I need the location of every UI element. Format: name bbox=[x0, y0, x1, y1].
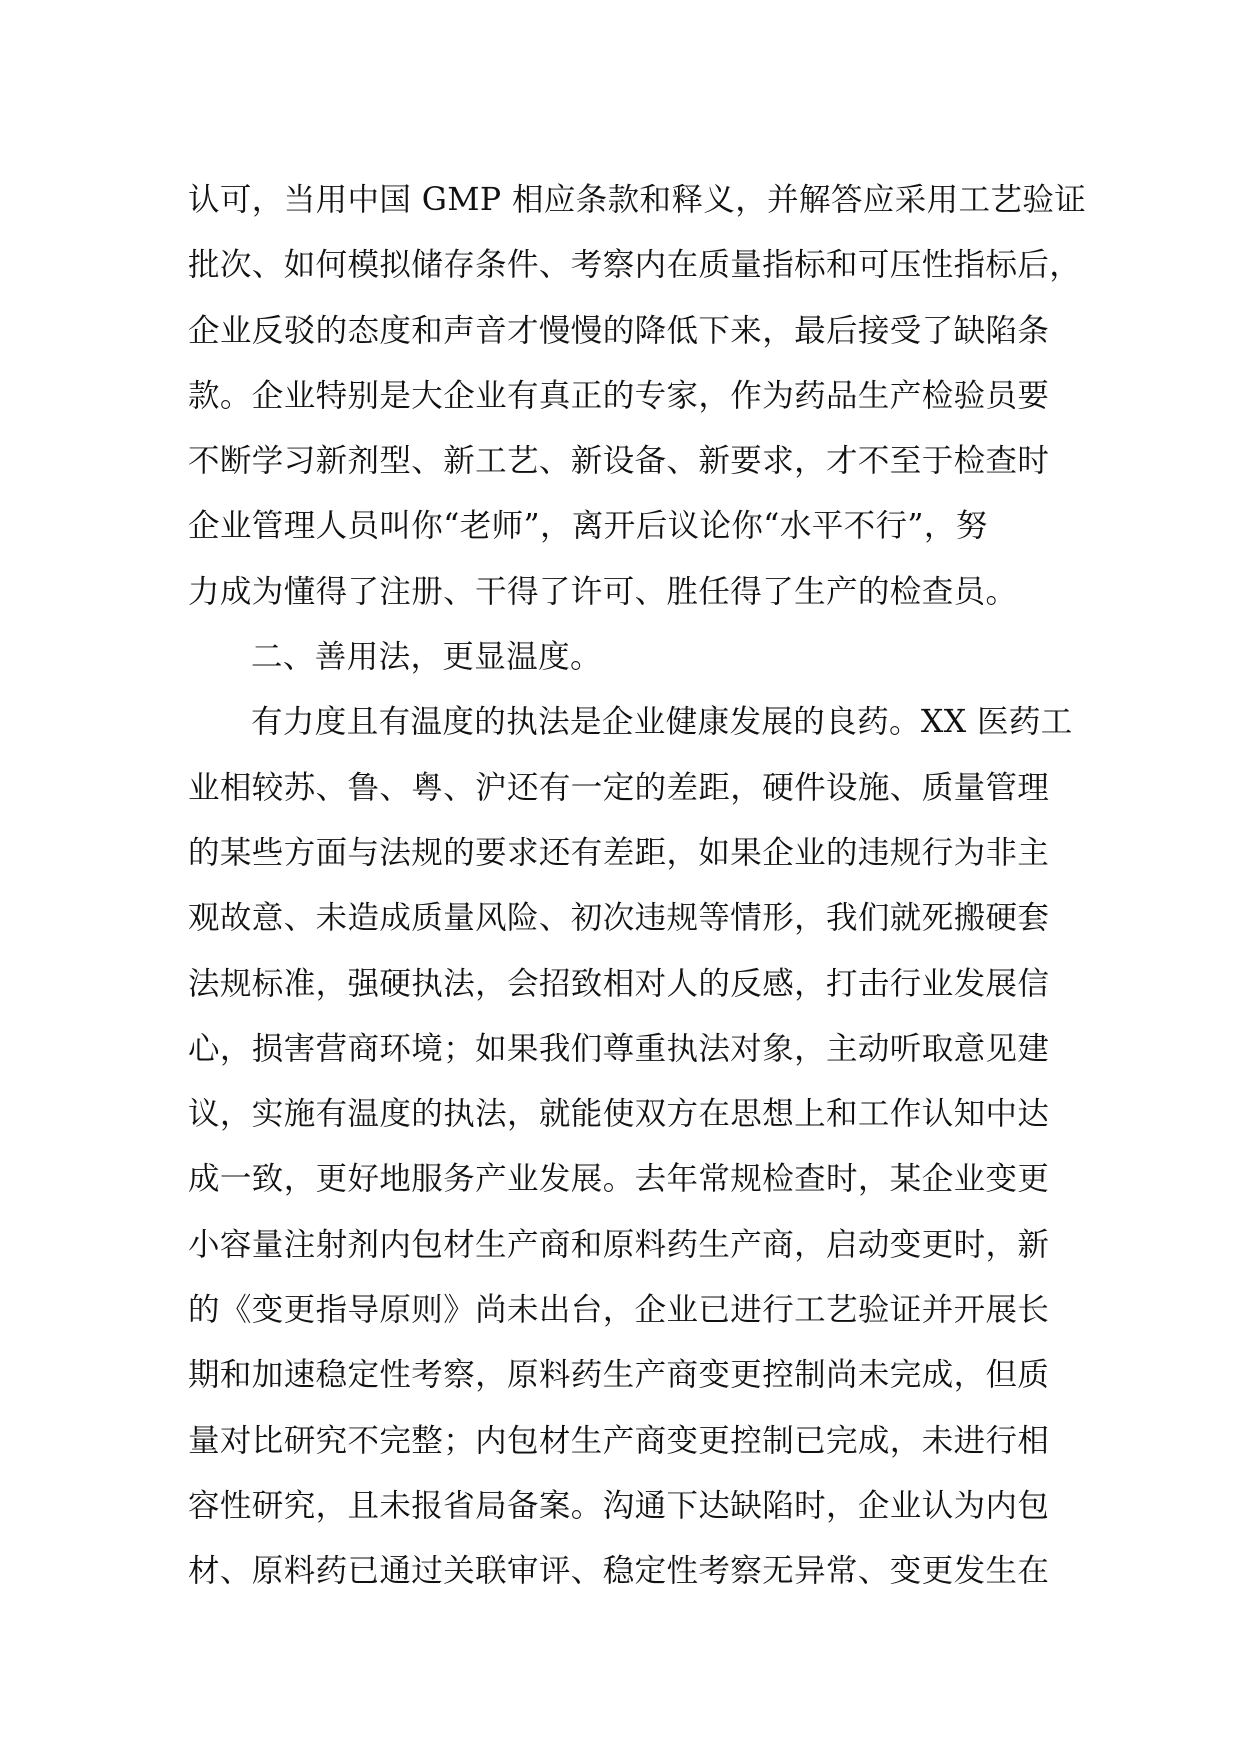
text-line: 的某些方面与法规的要求还有差距，如果企业的违规行为非主 bbox=[188, 834, 1050, 871]
text-line: 有力度且有温度的执法是企业健康发展的良药。XX 医药工 bbox=[251, 704, 1073, 741]
text-line: 二、善用法，更显温度。 bbox=[251, 639, 602, 676]
text-line: 容性研究，且未报省局备案。沟通下达缺陷时，企业认为内包 bbox=[188, 1487, 1050, 1524]
text-line: 不断学习新剂型、新工艺、新设备、新要求，才不至于检查时 bbox=[188, 443, 1050, 480]
text-line: 认可，当用中国 GMP 相应条款和释义，并解答应采用工艺验证 bbox=[188, 182, 1087, 218]
text-line: 期和加速稳定性考察，原料药生产商变更控制尚未完成，但质 bbox=[188, 1357, 1050, 1394]
text-line: 量对比研究不完整；内包材生产商变更控制已完成，未进行相 bbox=[188, 1422, 1050, 1459]
text-line: 业相较苏、鲁、粤、沪还有一定的差距，硬件设施、质量管理 bbox=[188, 769, 1050, 806]
text-line: 企业管理人员叫你“老师”，离开后议论你“水平不行”，努 bbox=[188, 508, 988, 545]
text-line: 观故意、未造成质量风险、初次违规等情形，我们就死搬硬套 bbox=[188, 900, 1050, 937]
text-line: 法规标准，强硬执法，会招致相对人的反感，打击行业发展信 bbox=[188, 965, 1050, 1002]
text-line: 款。企业特别是大企业有真正的专家，作为药品生产检验员要 bbox=[188, 377, 1050, 414]
text-line: 心，损害营商环境；如果我们尊重执法对象，主动听取意见建 bbox=[188, 1030, 1050, 1067]
text-line: 批次、如何模拟储存条件、考察内在质量指标和可压性指标后， bbox=[188, 247, 1082, 284]
text-line: 小容量注射剂内包材生产商和原料药生产商，启动变更时，新 bbox=[188, 1226, 1050, 1263]
text-line: 的《变更指导原则》尚未出台，企业已进行工艺验证并开展长 bbox=[188, 1292, 1050, 1329]
text-line: 成一致，更好地服务产业发展。去年常规检查时，某企业变更 bbox=[188, 1161, 1050, 1198]
text-line: 议，实施有温度的执法，就能使双方在思想上和工作认知中达 bbox=[188, 1096, 1050, 1133]
body-text bbox=[188, 168, 1087, 1605]
text-line: 材、原料药已通过关联审评、稳定性考察无异常、变更发生在 bbox=[188, 1553, 1050, 1590]
text-line: 企业反驳的态度和声音才慢慢的降低下来，最后接受了缺陷条 bbox=[188, 312, 1050, 349]
text-line: 力成为懂得了注册、干得了许可、胜任得了生产的检查员。 bbox=[188, 573, 1018, 610]
